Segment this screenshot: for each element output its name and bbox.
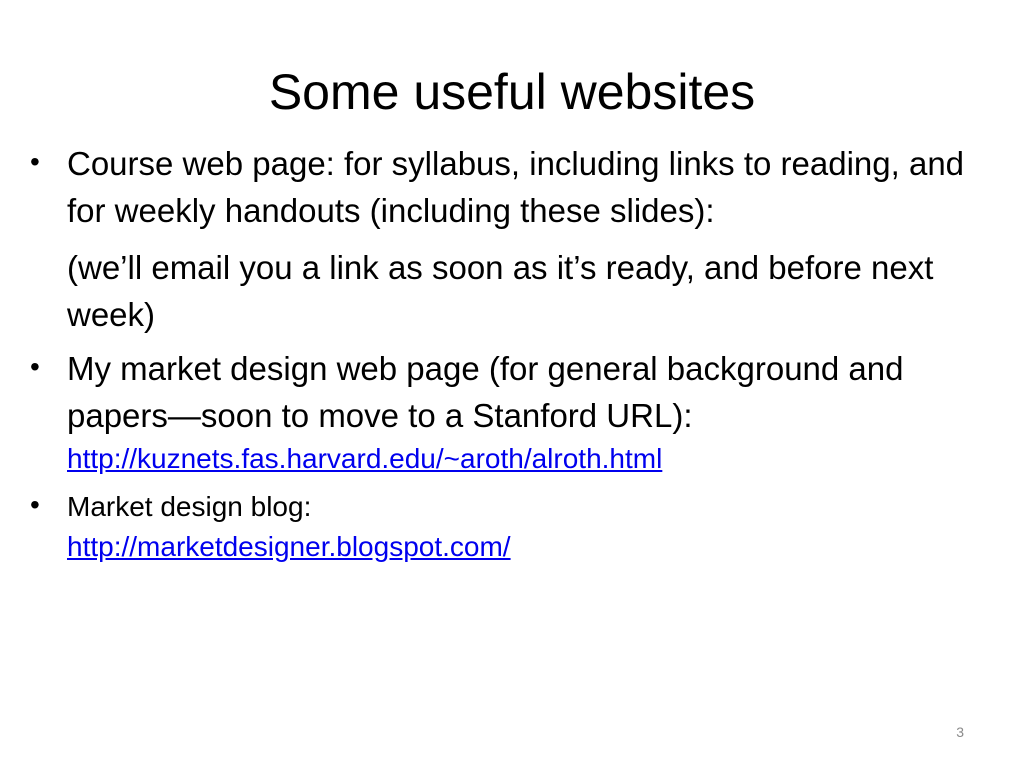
bullet-text: My market design web page (for general background and papers—soon to move to a Stanford URL): — [67, 350, 904, 434]
slide-number: 3 — [956, 724, 964, 740]
bullet-text: Course web page: for syllabus, including links to reading, and for weekly handouts (including these slides): — [67, 145, 965, 229]
bullet-course-web-page — [30, 140, 980, 338]
bullet-text: Market design blog: — [67, 491, 312, 522]
bullet-marker: • — [30, 146, 40, 177]
bullet-market-design-blog — [30, 487, 980, 567]
bullet-marker: • — [30, 489, 40, 520]
market-design-link[interactable]: http://kuznets.fas.harvard.edu/~aroth/alroth.html — [67, 443, 663, 474]
bullet-list — [30, 140, 980, 567]
bullet-note: (we’ll email you a link as soon as it’s ready, and before next week) — [67, 249, 934, 333]
blog-link[interactable]: http://marketdesigner.blogspot.com/ — [67, 531, 511, 562]
bullet-marker: • — [30, 351, 40, 382]
bullet-market-design-page — [30, 345, 980, 479]
slide-title: Some useful websites — [268, 64, 756, 120]
